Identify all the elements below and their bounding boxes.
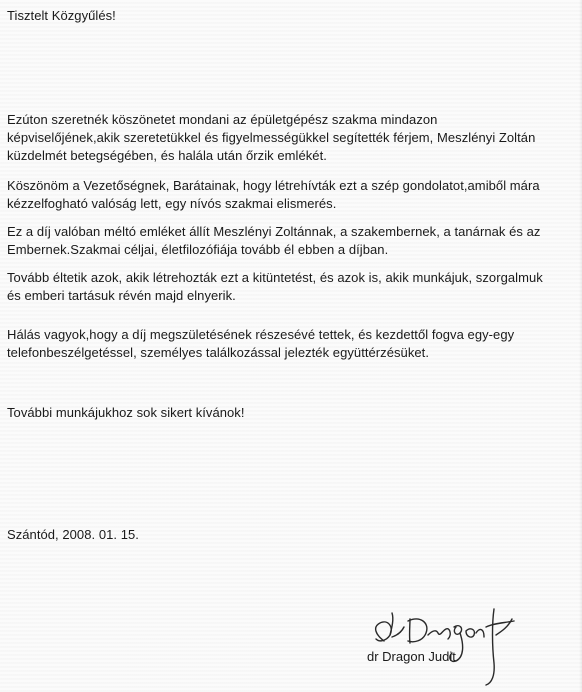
paragraph-5-line-1: Hálás vagyok,hogy a díj megszületésének részesévé tettek, és kezdettől fogva egy-egy (7, 327, 515, 342)
closing-sentence: További munkájukhoz sok sikert kívánok! (7, 405, 245, 420)
paragraph-1-line-1: Ezúton szeretnék köszönetet mondani az épületgépész szakma mindazon (7, 112, 438, 127)
paragraph-2-line-1: Köszönöm a Vezetőségnek, Barátainak, hogy létrehívták ezt a szép gondolatot,amiből mára (7, 178, 540, 193)
paragraph-2-line-2: kézzelfogható valóság lett, egy nívós szakmai elismerés. (7, 196, 337, 211)
handwritten-signature (368, 605, 524, 689)
paragraph-3-line-1: Ez a díj valóban méltó emléket állít Meszlényi Zoltánnak, a szakembernek, a tanárnak és az (7, 224, 541, 239)
paragraph-1-line-3: küzdelmét betegségében, és halála után őrzik emlékét. (7, 148, 327, 163)
signature-name: dr Dragon Judit (367, 649, 456, 664)
salutation: Tisztelt Közgyűlés! (7, 8, 116, 23)
paragraph-4-line-2: és emberi tartásuk révén majd elnyerik. (7, 288, 236, 303)
paragraph-4-line-1: Tovább éltetik azok, akik létrehozták ezt a kitüntetést, és azok is, akik munkájuk, szorgalmuk (7, 270, 543, 285)
paragraph-3-line-2: Embernek.Szakmai céljai, életfilozófiája tovább él ebben a díjban. (7, 242, 389, 257)
place-and-date: Szántód, 2008. 01. 15. (7, 527, 139, 542)
paragraph-5-line-2: telefonbeszélgetéssel, személyes találkozással jelezték együttérzésüket. (7, 345, 429, 360)
paragraph-1-line-2: képviselőjének,akik szeretetükkel és figyelmességükkel segítették férjem, Meszlényi Zoltán (7, 130, 536, 145)
